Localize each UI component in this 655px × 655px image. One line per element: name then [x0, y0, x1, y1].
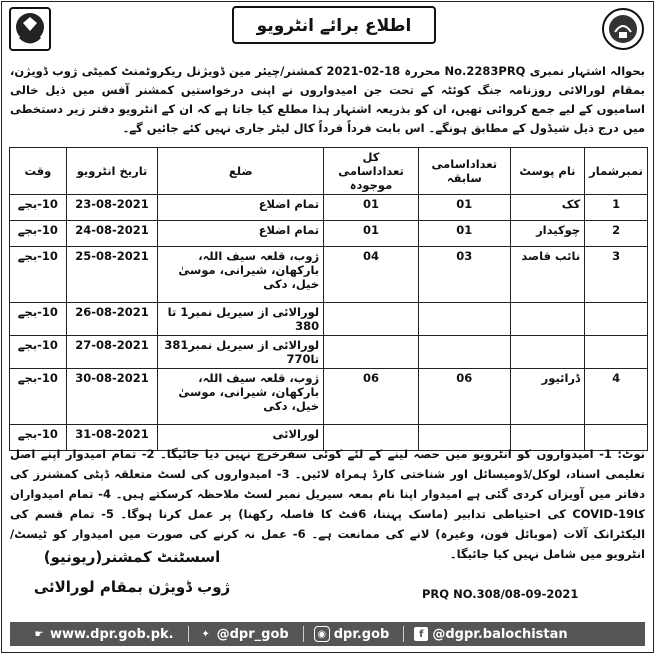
cell-district: لورالائی از سیریل نمبر1 تا 380: [158, 303, 324, 336]
cell-serial: 1: [585, 195, 648, 221]
footer-instagram[interactable]: [314, 626, 390, 642]
instagram-icon: ◉: [314, 626, 330, 642]
cell-date: 31-08-2021: [66, 425, 158, 451]
cell-time: 10-بجے: [10, 425, 67, 451]
cell-serial: 4: [585, 369, 648, 425]
twitter-icon: ✦: [201, 628, 210, 640]
cell-previous: [418, 336, 510, 369]
footer-divider: [403, 626, 404, 642]
cell-date: 25-08-2021: [66, 247, 158, 303]
cell-serial: 3: [585, 247, 648, 303]
cell-date: 23-08-2021: [66, 195, 158, 221]
cell-previous: 03: [418, 247, 510, 303]
cell-date: 30-08-2021: [66, 369, 158, 425]
header-serial: نمبرشمار: [585, 148, 648, 195]
cell-total: 01: [324, 195, 419, 221]
header-post: نام پوسٹ: [510, 148, 584, 195]
cell-time: 10-بجے: [10, 369, 67, 425]
table-row: [10, 369, 648, 425]
cell-total: [324, 303, 419, 336]
cell-date: 24-08-2021: [66, 221, 158, 247]
cell-total: 06: [324, 369, 419, 425]
cell-serial: [585, 336, 648, 369]
footer-bar: [10, 622, 645, 646]
footer-divider: [303, 626, 304, 642]
cell-district: ژوب، قلعہ سیف اللہ، بارکھان، شیرانی، موسیٰ خیل، دکی: [158, 369, 324, 425]
cell-post: ڈرائیور: [510, 369, 584, 425]
pointer-hand-icon: ☛: [34, 628, 44, 640]
cell-previous: 06: [418, 369, 510, 425]
cell-district: لورالائی از سیریل نمبر381 تا770: [158, 336, 324, 369]
notes-paragraph: نوٹ: 1- امیدواروں کو انٹرویو میں حصہ لینے کے لئے کوئی سفرخرچ نہیں دیا جائیگا۔ 2- تمام امیدوار اپنے اصل تعلیمی اسناد، لوکل/ڈومیسائل اور شناختی کارڈ ہمراہ لائیں۔ 3- امیدواروں کی لسٹ متعلقہ ڈپٹی کمشنرز کی دفاتر میں آویزاں کردی گئی ہے امیدوار اپنا نام بمعہ سیریل نمبر لسٹ ملاحظہ کرسکتے ہیں۔ 4- تمام امیدواران کاCOVID-19 کی احتیاطی تدابیر (ماسک پہننا، 6فٹ کا فاصلہ رکھنا) پر عمل کرنا ہوگا۔ 5- تمام قسم کی الیکٹرانک آلات (موبائل فون، وغیرہ) لانے کی ممانعت ہے۔ 6- عمل نہ کرنے کی صورت میں امیدوار کو ٹیسٹ/انٹرویو میں شامل نہیں کیا جائیگا۔: [10, 447, 646, 561]
cell-time: 10-بجے: [10, 336, 67, 369]
footer-twitter[interactable]: [199, 627, 289, 642]
table-row: [10, 303, 648, 336]
header-time: وقت: [10, 148, 67, 195]
cell-time: 10-بجے: [10, 195, 67, 221]
cell-district: لورالائی: [158, 425, 324, 451]
cell-time: 10-بجے: [10, 303, 67, 336]
footer-divider: [188, 626, 189, 642]
cell-date: 27-08-2021: [66, 336, 158, 369]
footer-website[interactable]: [32, 627, 174, 642]
government-logo-right: [601, 6, 645, 52]
signatory-title: اسسٹنٹ کمشنر(ریونیو): [43, 548, 221, 566]
table-row: [10, 221, 648, 247]
cell-serial: 2: [585, 221, 648, 247]
government-logo-left: [8, 6, 52, 52]
cell-post: نائب قاصد: [510, 247, 584, 303]
cell-serial: [585, 303, 648, 336]
cell-post: [510, 303, 584, 336]
cell-previous: [418, 303, 510, 336]
cell-post: کک: [510, 195, 584, 221]
footer-facebook[interactable]: [414, 627, 567, 642]
cell-post: [510, 336, 584, 369]
header-previous: تعداداسامی سابقہ: [418, 148, 510, 195]
cell-district: ژوب، قلعہ سیف اللہ، بارکھان، شیرانی، موسیٰ خیل، دکی: [158, 247, 324, 303]
table-row: [10, 336, 648, 369]
table-row: [10, 195, 648, 221]
cell-previous: 01: [418, 221, 510, 247]
facebook-icon: f: [414, 627, 428, 641]
cell-post: چوکیدار: [510, 221, 584, 247]
website-link[interactable]: www.dpr.gob.pk.: [50, 626, 174, 642]
header: [2, 2, 653, 58]
cell-total: [324, 336, 419, 369]
header-district: ضلع: [158, 148, 324, 195]
twitter-handle[interactable]: @dpr_gob: [216, 626, 289, 642]
signature-block: [22, 542, 242, 602]
advertisement-page: [1, 1, 654, 653]
header-date: تاریخ انٹرویو: [66, 148, 158, 195]
facebook-handle[interactable]: @dgpr.balochistan: [432, 626, 568, 642]
notice-title: اطلاع برائے انٹرویو: [232, 6, 436, 44]
signatory-office: ژوب ڈویژن بمقام لورالائی: [33, 578, 231, 596]
table-row: [10, 247, 648, 303]
table-header-row: [10, 148, 648, 195]
cell-time: 10-بجے: [10, 221, 67, 247]
cell-previous: 01: [418, 195, 510, 221]
cell-total: 01: [324, 221, 419, 247]
cell-time: 10-بجے: [10, 247, 67, 303]
prq-number: PRQ NO.308/08-09-2021: [422, 587, 579, 601]
cell-district: تمام اضلاع: [158, 195, 324, 221]
cell-date: 26-08-2021: [66, 303, 158, 336]
interview-schedule-table: [9, 147, 648, 451]
intro-paragraph: بحوالہ اشتہار نمبری No.2283PRQ محررہ 18-02-2021 کمشنر/چیئر مین ڈویژنل ریکروٹمنٹ کمیٹی ژوب ڈویژن، بمقام لورالائی روزنامہ جنگ کوئٹہ کے تحت جن امیدواروں نے اپنی درخواستیں کمشنر آفس میں ذیل خالی اسامیوں کے لیے جمع کروائی تھیں، ان کو بذریعہ اشتہار ہذا مطلع کیا جاتا ہے کہ ان کے انٹرویو دفتر زیر دستخطی میں درج ذیل شیڈول کے مطابق ہونگے۔ اس بابت فرداً فرداً کال لیٹر جاری نہیں کئے جائیں گے۔: [10, 64, 645, 135]
cell-district: تمام اضلاع: [158, 221, 324, 247]
cell-total: 04: [324, 247, 419, 303]
instagram-handle[interactable]: dpr.gob: [333, 626, 390, 642]
header-total: کل تعداداسامی موجودہ: [324, 148, 419, 195]
